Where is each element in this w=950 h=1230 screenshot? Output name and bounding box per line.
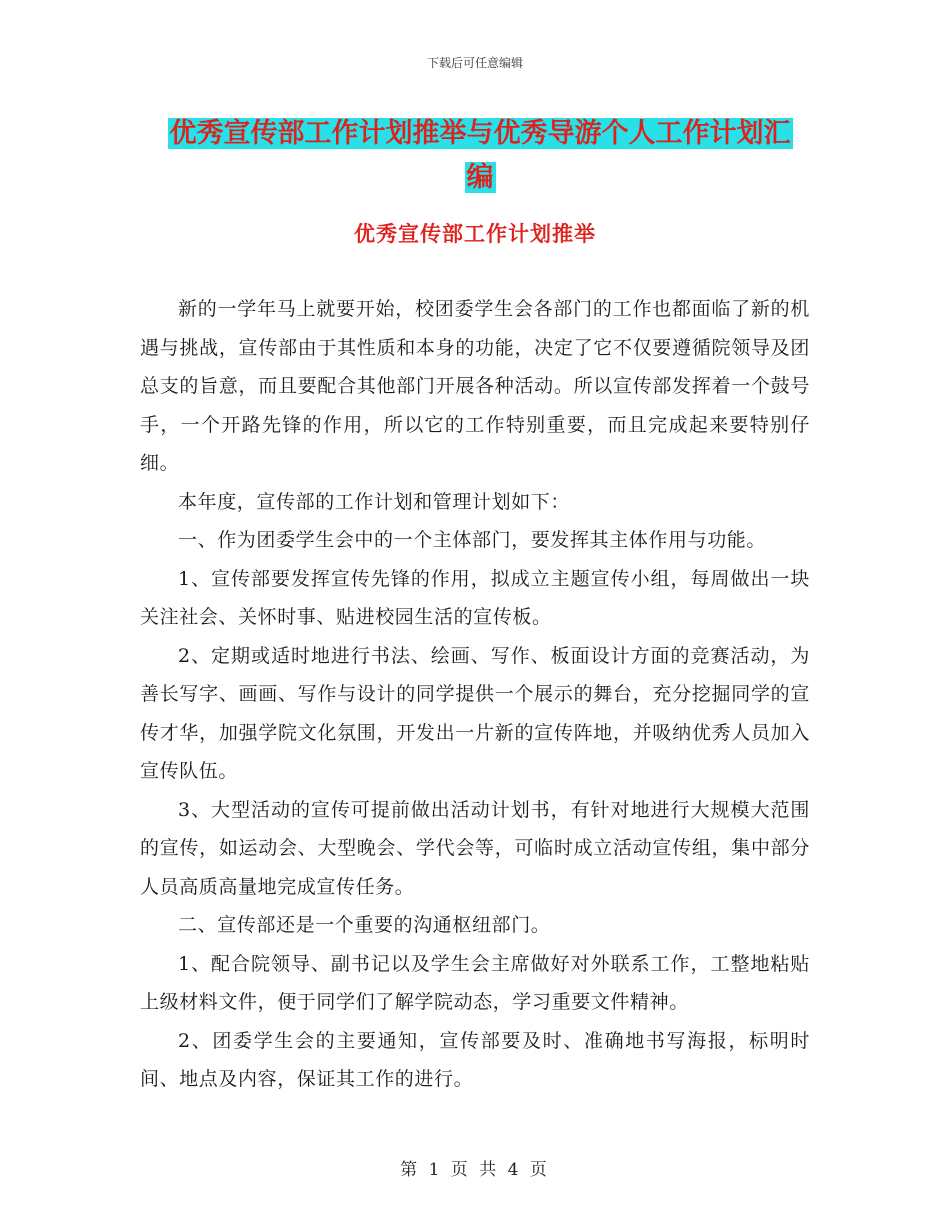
- page-footer: 第 1 页 共 4 页: [400, 1160, 550, 1180]
- main-title: [140, 112, 820, 200]
- paragraph: 1、配合院领导、副书记以及学生会主席做好对外联系工作，工整地粘贴上级材料文件，便于同学们了解学院动态，学习重要文件精神。: [140, 952, 810, 1013]
- paragraph: 本年度，宣传部的工作计划和管理计划如下：: [178, 490, 571, 513]
- section-title: 优秀宣传部工作计划推举: [354, 222, 596, 246]
- paragraph: 1、宣传部要发挥宣传先锋的作用，拟成立主题宣传小组，每周做出一块关注社会、关怀时事、贴进校园生活的宣传板。: [140, 567, 810, 628]
- paragraph: 3、大型活动的宣传可提前做出活动计划书，有针对地进行大规模大范围的宣传，如运动会、大型晚会、学代会等，可临时成立活动宣传组，集中部分人员高质高量地完成宣传任务。: [140, 798, 810, 898]
- body-text: [140, 290, 810, 1099]
- main-title-line-2: 编: [466, 162, 494, 193]
- paragraph: 2、定期或适时地进行书法、绘画、写作、板面设计方面的竞赛活动，为善长写字、画画、写作与设计的同学提供一个展示的舞台，充分挖掘同学的宣传才华，加强学院文化氛围，开发出一片新的宣传阵地，并吸纳优秀人员加入宣传队伍。: [140, 644, 810, 782]
- paragraph: 新的一学年马上就要开始，校团委学生会各部门的工作也都面临了新的机遇与挑战，宣传部由于其性质和本身的功能，决定了它不仅要遵循院领导及团总支的旨意，而且要配合其他部门开展各种活动。所以宣传部发挥着一个鼓号手，一个开路先锋的作用，所以它的工作特别重要，而且完成起来要特别仔细。: [140, 298, 810, 474]
- main-title-line-1: 优秀宣传部工作计划推举与优秀导游个人工作计划汇: [169, 118, 791, 149]
- paragraph: 一、作为团委学生会中的一个主体部门，要发挥其主体作用与功能。: [178, 529, 767, 551]
- paragraph: 二、宣传部还是一个重要的沟通枢纽部门。: [178, 914, 551, 936]
- header-note: 下载后可任意编辑: [426, 56, 523, 70]
- paragraph: 2、团委学生会的主要通知，宣传部要及时、准确地书写海报，标明时间、地点及内容，保证其工作的进行。: [140, 1029, 810, 1090]
